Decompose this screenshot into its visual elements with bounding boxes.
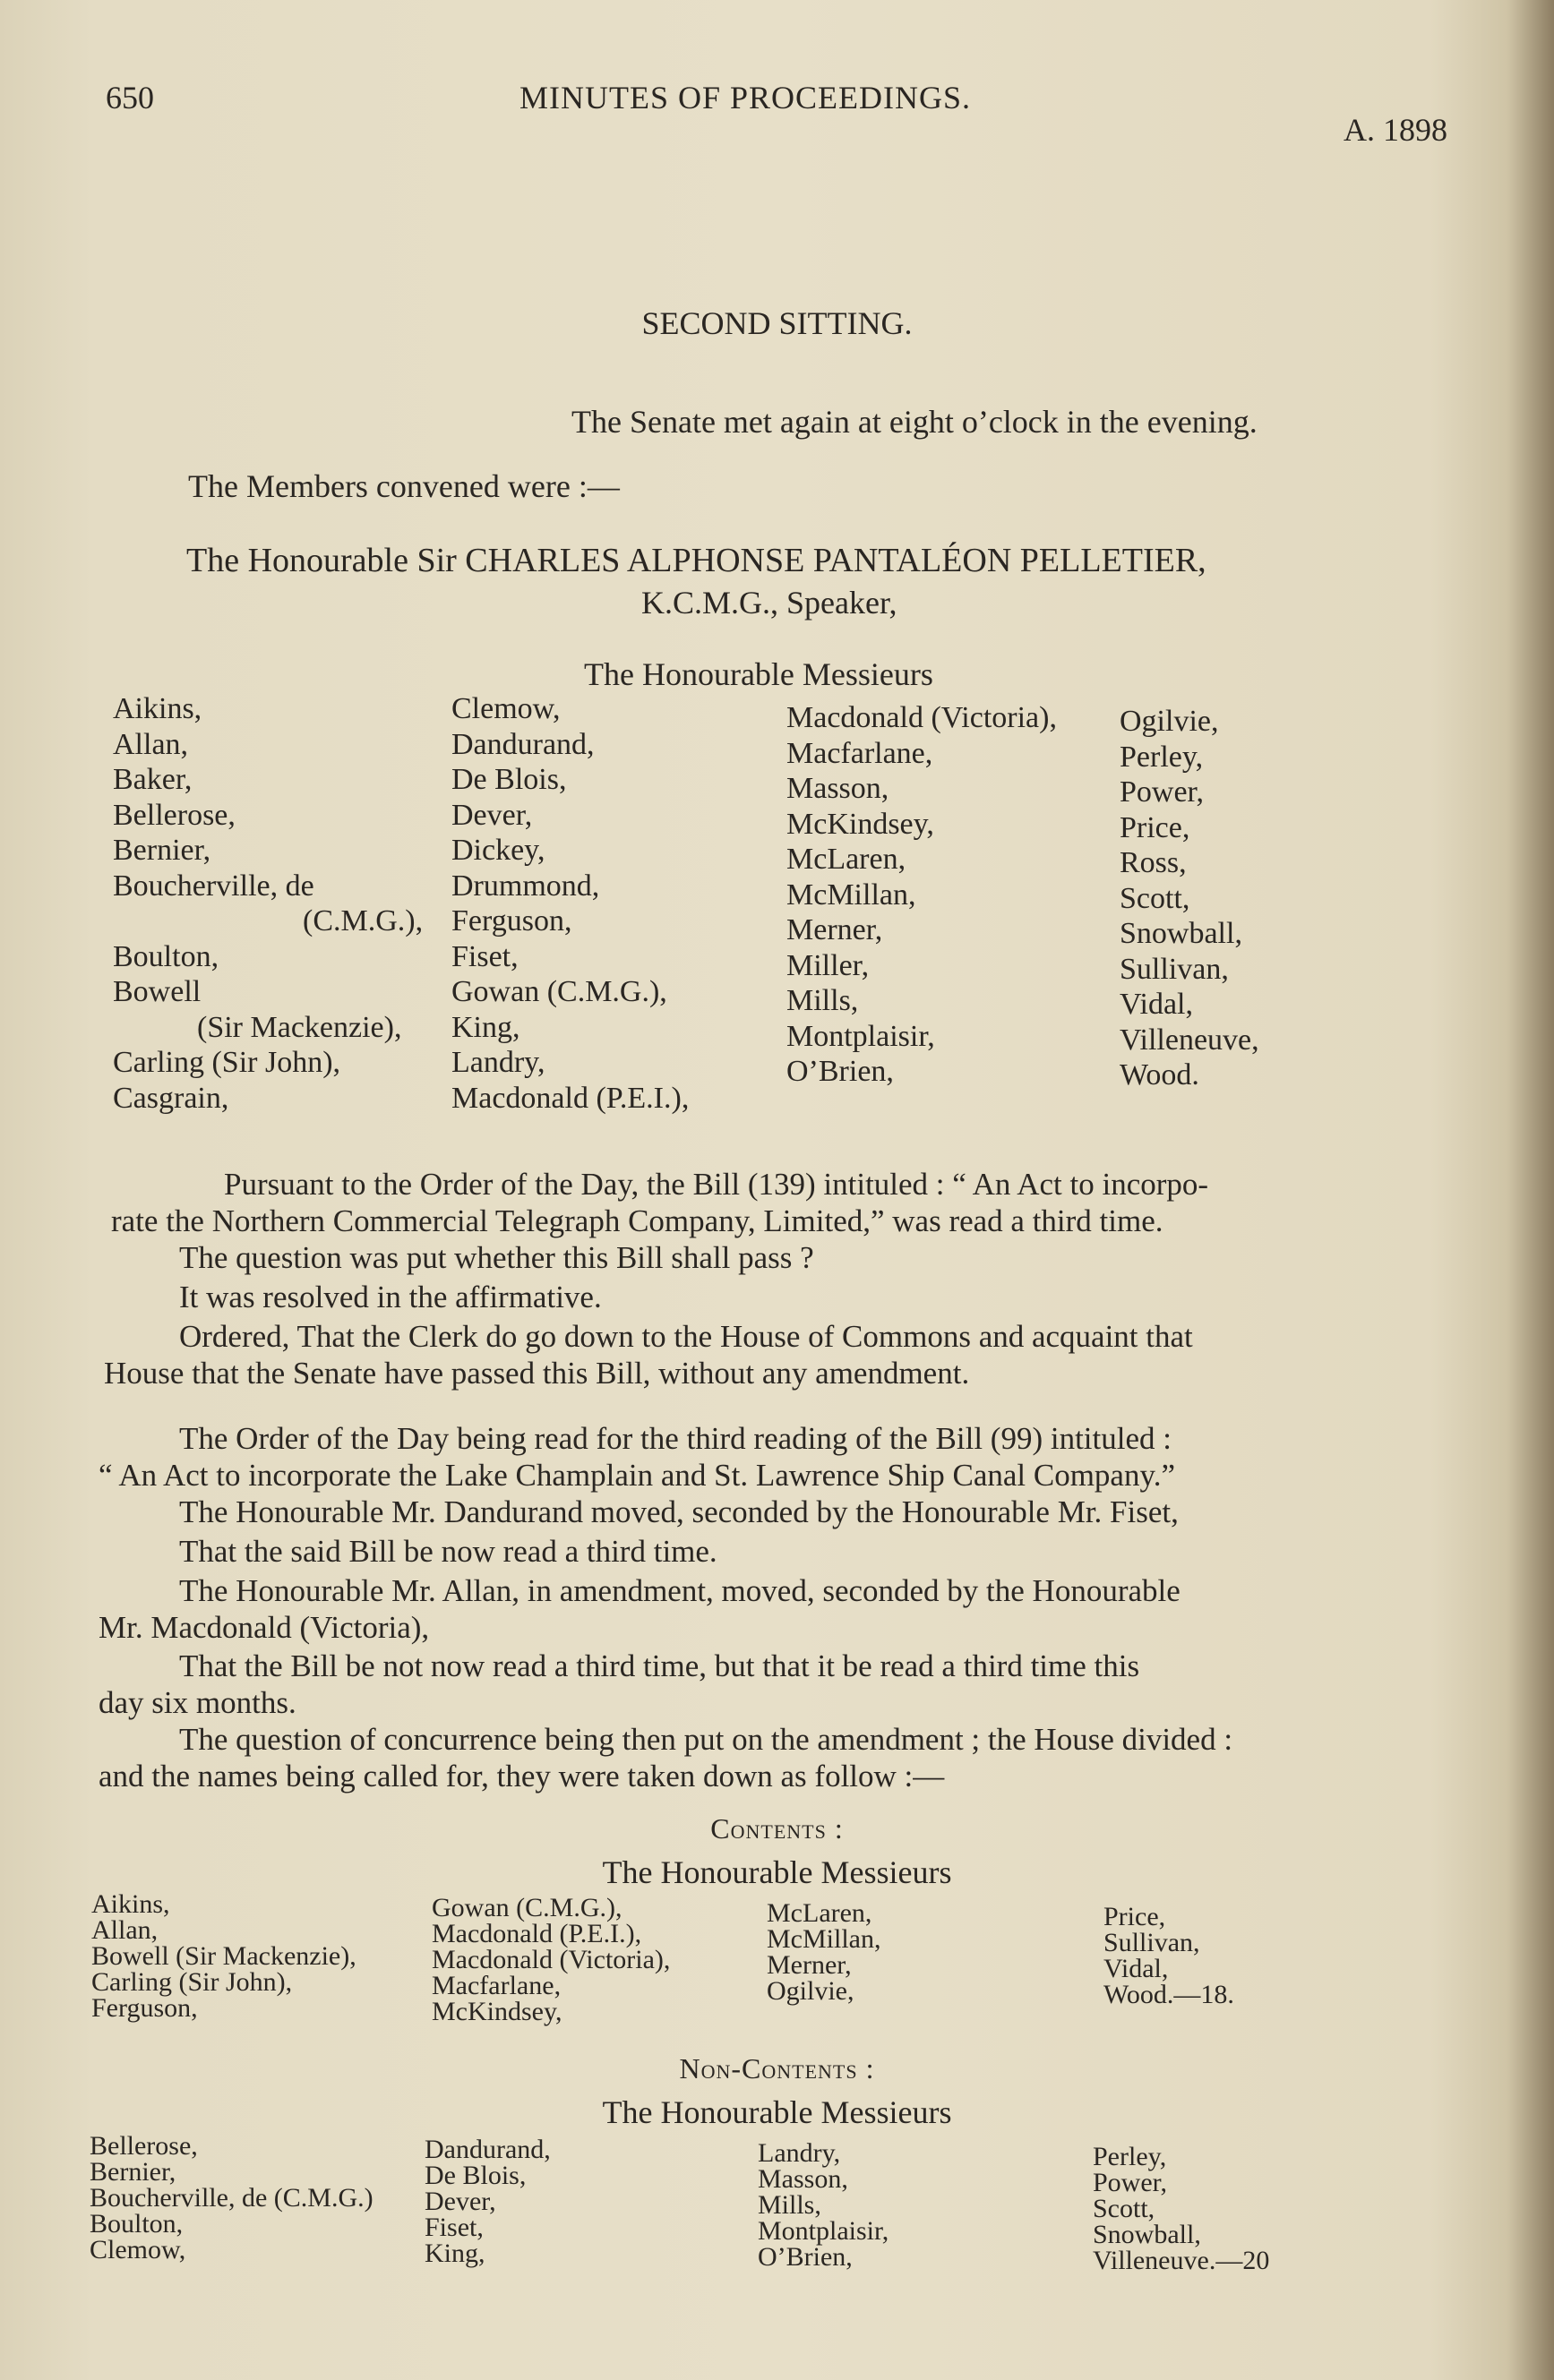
member-name: Carling (Sir John),	[113, 1046, 341, 1079]
member-name: Gowan (C.M.G.),	[451, 975, 667, 1008]
member-name: Wood.	[1120, 1058, 1199, 1092]
member-name: Mills,	[758, 2190, 821, 2220]
member-name: Ogilvie,	[767, 1976, 854, 2006]
member-name: Price,	[1103, 1902, 1166, 1931]
member-name: Macfarlane,	[786, 736, 933, 770]
paragraph-order-bill-99: The Order of the Day being read for the third reading of the Bill (99) intituled : “ An Act to incorporate the Lake Champlain and St. Lawrence Ship Canal Company.”	[99, 1421, 1175, 1493]
member-name: Fiset,	[451, 939, 519, 973]
members-column-3	[786, 700, 1057, 1090]
non-contents-messieurs: The Honourable Messieurs	[602, 2094, 952, 2130]
member-name: Price,	[1120, 810, 1190, 844]
member-name: Bowell (Sir Mackenzie),	[91, 1941, 356, 1971]
member-name-continued: (C.M.G.),	[303, 904, 424, 937]
page-number: 650	[106, 80, 154, 116]
member-name: O’Brien,	[758, 2242, 853, 2272]
member-name: Landry,	[451, 1046, 545, 1079]
member-name: Casgrain,	[113, 1081, 229, 1115]
member-name: Macdonald (Victoria),	[432, 1945, 671, 1974]
member-name: Macfarlane,	[432, 1971, 562, 2000]
non-contents-column-3	[758, 2140, 889, 2270]
member-name: Carling (Sir John),	[91, 1967, 293, 1997]
member-name: Landry,	[758, 2138, 841, 2168]
member-name: Boulton,	[90, 2209, 184, 2239]
paragraph-question-pass: The question was put whether this Bill shall pass ?	[179, 1240, 814, 1275]
session-year: A. 1898	[1344, 112, 1447, 148]
members-column-4	[1120, 704, 1259, 1093]
member-name: Boulton,	[113, 939, 219, 973]
member-name: Clemow,	[90, 2235, 186, 2264]
speaker-line-1: The Honourable Sir CHARLES ALPHONSE PANTALÉON PELLETIER,	[186, 542, 1206, 579]
paragraph-ordered-clerk: Ordered, That the Clerk do go down to the House of Commons and acquaint that House that the Senate have passed this Bill, without any amendment.	[104, 1319, 1193, 1391]
member-name: Snowball,	[1093, 2220, 1201, 2249]
member-name: Bellerose,	[113, 798, 236, 832]
contents-column-1	[91, 1891, 356, 2021]
paragraph-dandurand-moved: The Honourable Mr. Dandurand moved, seconded by the Honourable Mr. Fiset,	[179, 1494, 1179, 1529]
member-name: McMillan,	[786, 878, 916, 912]
member-name: Clemow,	[451, 692, 561, 725]
member-name: Vidal,	[1103, 1954, 1169, 1983]
contents-heading: Contents :	[710, 1812, 844, 1845]
member-name: Scott,	[1093, 2194, 1155, 2223]
member-name-continued: (Sir Mackenzie),	[197, 1010, 402, 1044]
member-name: Montplaisir,	[758, 2216, 889, 2246]
running-title: MINUTES OF PROCEEDINGS.	[519, 80, 972, 116]
member-name: King,	[451, 1010, 520, 1044]
member-name: Bernier,	[90, 2157, 176, 2187]
messieurs-heading: The Honourable Messieurs	[584, 656, 933, 692]
member-name: Dever,	[425, 2187, 496, 2216]
member-name: Boucherville, de	[113, 869, 314, 903]
member-name: Montplaisir,	[786, 1019, 935, 1053]
member-name: Mills,	[786, 984, 859, 1017]
members-convened-line: The Members convened were :—	[188, 468, 620, 504]
member-name: De Blois,	[451, 763, 567, 796]
paragraph-read-third-time: That the said Bill be now read a third time.	[179, 1534, 717, 1569]
member-name: Villeneuve,	[1120, 1023, 1259, 1057]
member-name: Sullivan,	[1103, 1928, 1200, 1957]
contents-column-4	[1103, 1904, 1234, 2008]
member-name: Masson,	[758, 2164, 848, 2194]
member-name: Scott,	[1120, 881, 1190, 915]
member-name: Power,	[1093, 2168, 1167, 2197]
member-name: Allan,	[91, 1915, 159, 1945]
member-name: Perley,	[1093, 2142, 1167, 2171]
member-name: De Blois,	[425, 2161, 527, 2190]
sitting-heading: SECOND SITTING.	[641, 305, 913, 341]
members-column-2	[451, 691, 689, 1116]
member-name: Ross,	[1120, 846, 1187, 879]
speaker-line-2: K.C.M.G., Speaker,	[641, 585, 897, 621]
member-name: McKindsey,	[786, 807, 934, 841]
member-name: Miller,	[786, 948, 870, 982]
member-name: Dickey,	[451, 834, 545, 867]
member-name: Macdonald (P.E.I.),	[451, 1081, 690, 1115]
contents-messieurs: The Honourable Messieurs	[602, 1854, 952, 1890]
member-name: Villeneuve.—20	[1093, 2246, 1270, 2275]
member-name: Power,	[1120, 775, 1205, 809]
member-name: Macdonald (P.E.I.),	[432, 1919, 642, 1948]
member-name: Baker,	[113, 763, 193, 796]
member-name: Ferguson,	[451, 904, 572, 937]
member-name: Bernier,	[113, 834, 211, 867]
contents-column-3	[767, 1900, 881, 2004]
member-name: Bowell	[113, 975, 202, 1008]
paragraph-allan-amendment: The Honourable Mr. Allan, in amendment, moved, seconded by the Honourable Mr. Macdonald (Victoria),	[99, 1573, 1181, 1645]
member-name: Sullivan,	[1120, 952, 1229, 986]
member-name: Dandurand,	[451, 727, 595, 761]
non-contents-column-2	[425, 2136, 551, 2266]
member-name: Allan,	[113, 727, 189, 761]
member-name: Macdonald (Victoria),	[786, 701, 1057, 734]
member-name: McLaren,	[767, 1898, 872, 1928]
contents-column-2	[432, 1895, 670, 2025]
member-name: Dandurand,	[425, 2135, 551, 2164]
member-name: Bellerose,	[90, 2131, 198, 2161]
non-contents-heading: Non-Contents :	[679, 2052, 875, 2085]
paragraph-six-months: That the Bill be not now read a third time, but that it be read a third time this day six months.	[99, 1648, 1140, 1720]
member-name: Wood.—18.	[1103, 1980, 1234, 2009]
member-name: Perley,	[1120, 740, 1204, 774]
member-name: O’Brien,	[786, 1055, 894, 1088]
member-name: Aikins,	[113, 692, 202, 725]
non-contents-column-4	[1093, 2144, 1269, 2273]
member-name: McLaren,	[786, 843, 906, 876]
member-name: McKindsey,	[432, 1997, 562, 2026]
member-name: Dever,	[451, 798, 533, 832]
paragraph-house-divided: The question of concurrence being then put on the amendment ; the House divided : and the names being called for, they were taken down as follow :—	[99, 1722, 1233, 1794]
member-name: Ferguson,	[91, 1993, 198, 2023]
paragraph-resolved: It was resolved in the affirmative.	[179, 1280, 602, 1314]
member-name: Merner,	[786, 913, 883, 946]
member-name: Boucherville, de (C.M.G.)	[90, 2183, 373, 2213]
member-name: Vidal,	[1120, 988, 1193, 1021]
member-name: Ogilvie,	[1120, 705, 1219, 738]
member-name: Masson,	[786, 772, 889, 805]
member-name: Aikins,	[91, 1889, 170, 1919]
member-name: McMillan,	[767, 1924, 881, 1954]
members-column-1	[113, 691, 423, 1116]
member-name: Fiset,	[425, 2213, 484, 2242]
member-name: Merner,	[767, 1950, 852, 1980]
paragraph-third-reading-139: Pursuant to the Order of the Day, the Bill (139) intituled : “ An Act to incorpo- rate the Northern Commercial Telegraph Company, Limited,” was read a third time.	[111, 1167, 1209, 1238]
senate-met-line: The Senate met again at eight o’clock in the evening.	[571, 404, 1258, 440]
member-name: Snowball,	[1120, 917, 1242, 950]
member-name: Drummond,	[451, 869, 600, 903]
non-contents-column-1	[90, 2133, 373, 2263]
member-name: Gowan (C.M.G.),	[432, 1893, 622, 1922]
member-name: King,	[425, 2239, 485, 2268]
